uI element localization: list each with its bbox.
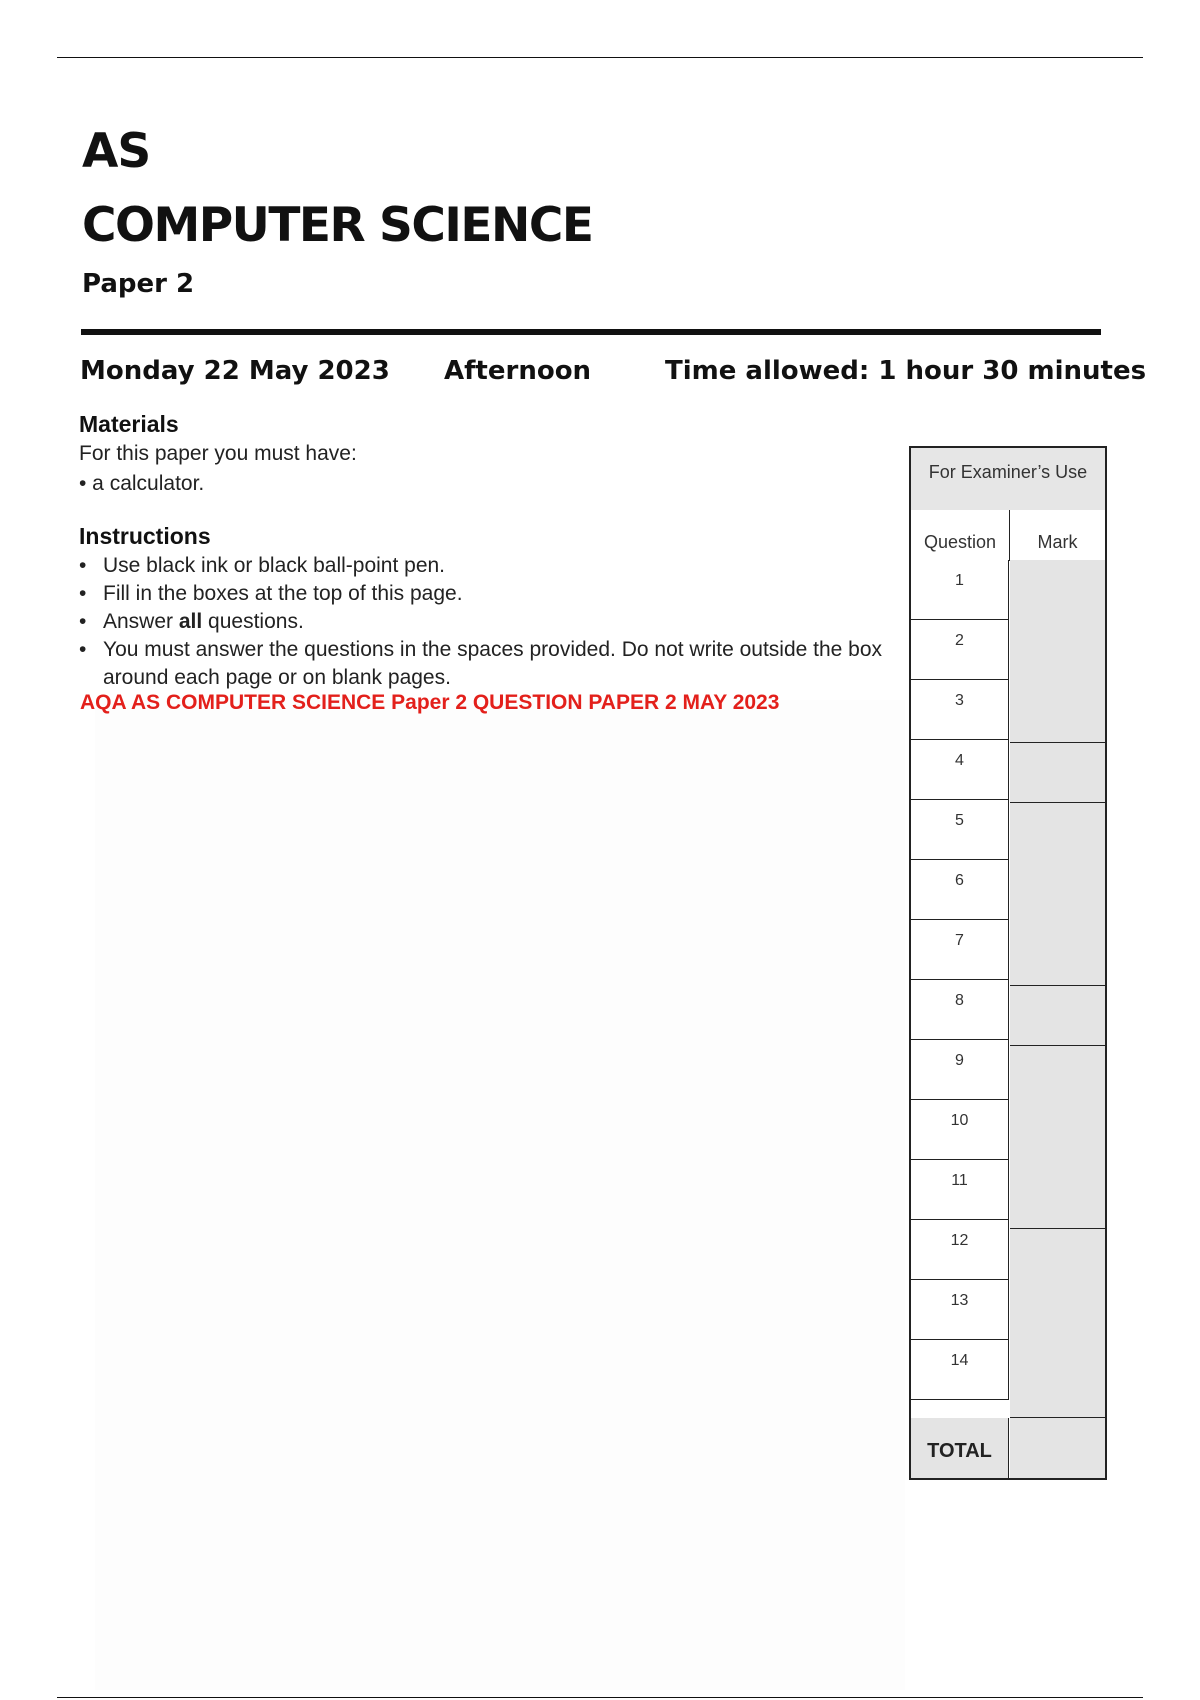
- mark-box-q1-3[interactable]: [1010, 560, 1105, 743]
- materials-item: • a calculator.: [79, 472, 205, 495]
- question-cell: 11: [911, 1160, 1009, 1220]
- instructions-list: [79, 552, 909, 692]
- instruction-text: Fill in the boxes at the top of this page.: [103, 582, 463, 605]
- subject-title: COMPUTER SCIENCE: [82, 198, 593, 253]
- question-cell: 2: [911, 620, 1009, 680]
- question-cell: 9: [911, 1040, 1009, 1100]
- question-cell: 12: [911, 1220, 1009, 1280]
- instructions-heading: Instructions: [79, 523, 211, 549]
- instruction-item: [79, 636, 909, 692]
- mark-box-q8[interactable]: [1010, 986, 1105, 1046]
- mark-box-q5-7[interactable]: [1010, 803, 1105, 986]
- paper-number: Paper 2: [82, 269, 195, 299]
- question-cell: 13: [911, 1280, 1009, 1340]
- examiner-table-header: [911, 448, 1105, 511]
- instruction-text-post: questions.: [202, 610, 304, 633]
- mark-column-header: Mark: [1010, 510, 1105, 561]
- question-cell: 14: [911, 1340, 1009, 1400]
- materials-intro: For this paper you must have:: [79, 442, 357, 465]
- top-rule: [57, 57, 1143, 58]
- paper-banner: AQA AS COMPUTER SCIENCE Paper 2 QUESTION PAPER 2 MAY 2023: [80, 691, 780, 714]
- heading-divider: [81, 329, 1101, 335]
- question-cell: 4: [911, 740, 1009, 800]
- instruction-item: [79, 552, 909, 580]
- instruction-text-pre: Answer: [103, 610, 179, 633]
- bullet-icon: •: [79, 638, 87, 661]
- mark-box-q12-14[interactable]: [1010, 1229, 1105, 1418]
- question-cell: 10: [911, 1100, 1009, 1160]
- mark-box-q9-11[interactable]: [1010, 1046, 1105, 1229]
- materials-heading: Materials: [79, 411, 179, 437]
- exam-session: Afternoon: [444, 356, 592, 386]
- bottom-rule: [57, 1697, 1143, 1698]
- question-cell: 8: [911, 980, 1009, 1040]
- instruction-text: Use black ink or black ball-point pen.: [103, 554, 446, 577]
- instruction-emphasis: all: [178, 610, 203, 633]
- question-cell: 7: [911, 920, 1009, 980]
- qualification-level: AS: [82, 124, 151, 179]
- examiner-table-title: For Examiner’s Use: [928, 462, 1088, 482]
- exam-date: Monday 22 May 2023: [80, 356, 390, 386]
- question-cell: 3: [911, 680, 1009, 740]
- instruction-item: [79, 608, 909, 636]
- question-cell: 1: [911, 560, 1009, 620]
- question-cell: 5: [911, 800, 1009, 860]
- question-cell: 6: [911, 860, 1009, 920]
- instruction-item: [79, 580, 909, 608]
- bullet-icon: •: [79, 554, 87, 577]
- examiner-use-table: [909, 446, 1107, 1480]
- bullet-icon: •: [79, 610, 87, 633]
- question-column-header: Question: [911, 510, 1010, 561]
- total-label: TOTAL: [911, 1418, 1009, 1478]
- time-allowed: Time allowed: 1 hour 30 minutes: [665, 356, 1147, 386]
- mark-box-q4[interactable]: [1010, 743, 1105, 803]
- page-background: [95, 700, 905, 1690]
- total-mark-box[interactable]: [1010, 1418, 1105, 1478]
- bullet-icon: •: [79, 582, 87, 605]
- instruction-text: You must answer the questions in the spaces provided. Do not write outside the box around each page or on blank pages.: [103, 638, 883, 689]
